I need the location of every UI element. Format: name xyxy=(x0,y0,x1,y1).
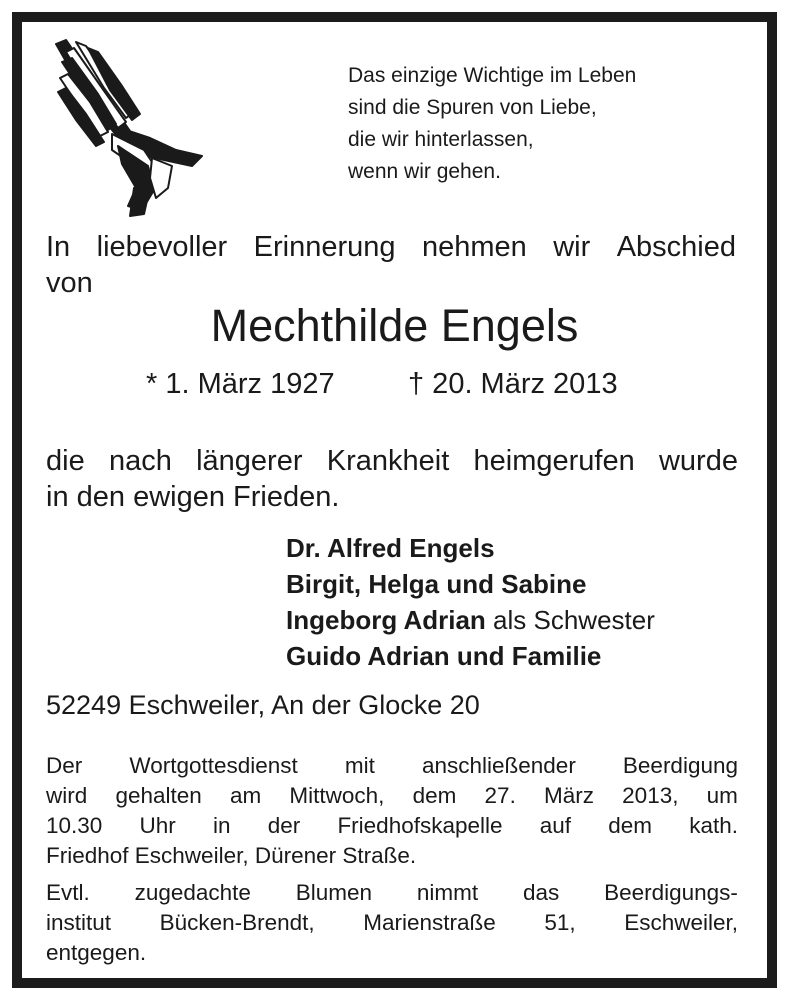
word: Eschweiler, xyxy=(624,910,738,935)
word: März xyxy=(544,783,594,808)
word: längerer xyxy=(196,445,303,477)
word: wurde xyxy=(658,445,738,477)
word: dem xyxy=(412,783,457,808)
family-address: 52249 Eschweiler, An der Glocke 20 xyxy=(46,690,480,720)
service-line-1 xyxy=(46,751,738,781)
mourner-relation: als Schwester xyxy=(485,605,655,635)
word: kath. xyxy=(689,813,738,838)
flowers-notice xyxy=(46,878,738,968)
quote-line: die wir hinterlassen, xyxy=(348,128,534,151)
service-line-4: Friedhof Eschweiler, Dürener Straße. xyxy=(46,843,417,868)
word: mit xyxy=(344,753,375,778)
intro-text xyxy=(46,229,736,301)
praying-hands-icon xyxy=(52,38,210,218)
word: um xyxy=(706,783,738,808)
word: Der xyxy=(46,753,83,778)
birth-date: * 1. März 1927 xyxy=(146,368,335,400)
word: dem xyxy=(608,813,652,838)
death-date: † 20. März 2013 xyxy=(408,368,618,400)
word: Beerdigung xyxy=(622,753,738,778)
word: nach xyxy=(108,445,172,477)
word: Blumen xyxy=(295,880,373,905)
quote-line: sind die Spuren von Liebe, xyxy=(348,96,597,119)
word: der xyxy=(267,813,301,838)
word: auf xyxy=(539,813,572,838)
passing-line-1 xyxy=(46,443,738,479)
word: anschließender xyxy=(421,753,576,778)
word: 51, xyxy=(544,910,576,935)
word: am xyxy=(229,783,262,808)
word: die xyxy=(46,445,85,477)
mourners-list xyxy=(286,530,655,674)
flowers-line-2 xyxy=(46,908,738,938)
word: heimgerufen xyxy=(473,445,635,477)
word: Krankheit xyxy=(326,445,450,477)
word: zugedachte xyxy=(134,880,251,905)
word: In xyxy=(46,231,71,263)
service-line-2 xyxy=(46,781,738,811)
mourner-name: Guido Adrian und Familie xyxy=(286,641,602,671)
word: wird xyxy=(46,783,88,808)
service-line-3 xyxy=(46,811,738,841)
word: Mittwoch, xyxy=(289,783,385,808)
mourner-name: Dr. Alfred Engels xyxy=(286,533,495,563)
word: 10.30 xyxy=(46,813,103,838)
word: liebevoller xyxy=(96,231,228,263)
epigraph-quote xyxy=(348,60,636,188)
quote-line: wenn wir gehen. xyxy=(348,160,501,183)
word: Marienstraße xyxy=(363,910,496,935)
intro-line-1 xyxy=(46,229,736,265)
word: das xyxy=(522,880,560,905)
word: 2013, xyxy=(622,783,679,808)
quote-line: Das einzige Wichtige im Leben xyxy=(348,64,637,87)
passing-line-2: in den ewigen Frieden. xyxy=(46,481,340,513)
service-notice xyxy=(46,751,738,871)
word: Friedhofskapelle xyxy=(337,813,503,838)
mourner-name: Birgit, Helga und Sabine xyxy=(286,569,587,599)
word: Bücken-Brendt, xyxy=(159,910,315,935)
word: Abschied xyxy=(616,231,736,263)
passing-text xyxy=(46,443,738,515)
word: Erinnerung xyxy=(253,231,396,263)
word: institut xyxy=(46,910,112,935)
word: Beerdigungs- xyxy=(604,880,738,905)
intro-line-2: von xyxy=(46,267,93,299)
deceased-name: Mechthilde Engels xyxy=(210,300,579,351)
word: Evtl. xyxy=(46,880,90,905)
word: wir xyxy=(553,231,591,263)
flowers-line-1 xyxy=(46,878,738,908)
word: Uhr xyxy=(139,813,176,838)
word: gehalten xyxy=(115,783,202,808)
flowers-line-3: entgegen. xyxy=(46,940,147,965)
word: in xyxy=(212,813,231,838)
word: nehmen xyxy=(421,231,527,263)
mourner-name: Ingeborg Adrian xyxy=(286,605,486,635)
word: nimmt xyxy=(416,880,479,905)
word: 27. xyxy=(484,783,516,808)
word: Wortgottesdienst xyxy=(129,753,298,778)
